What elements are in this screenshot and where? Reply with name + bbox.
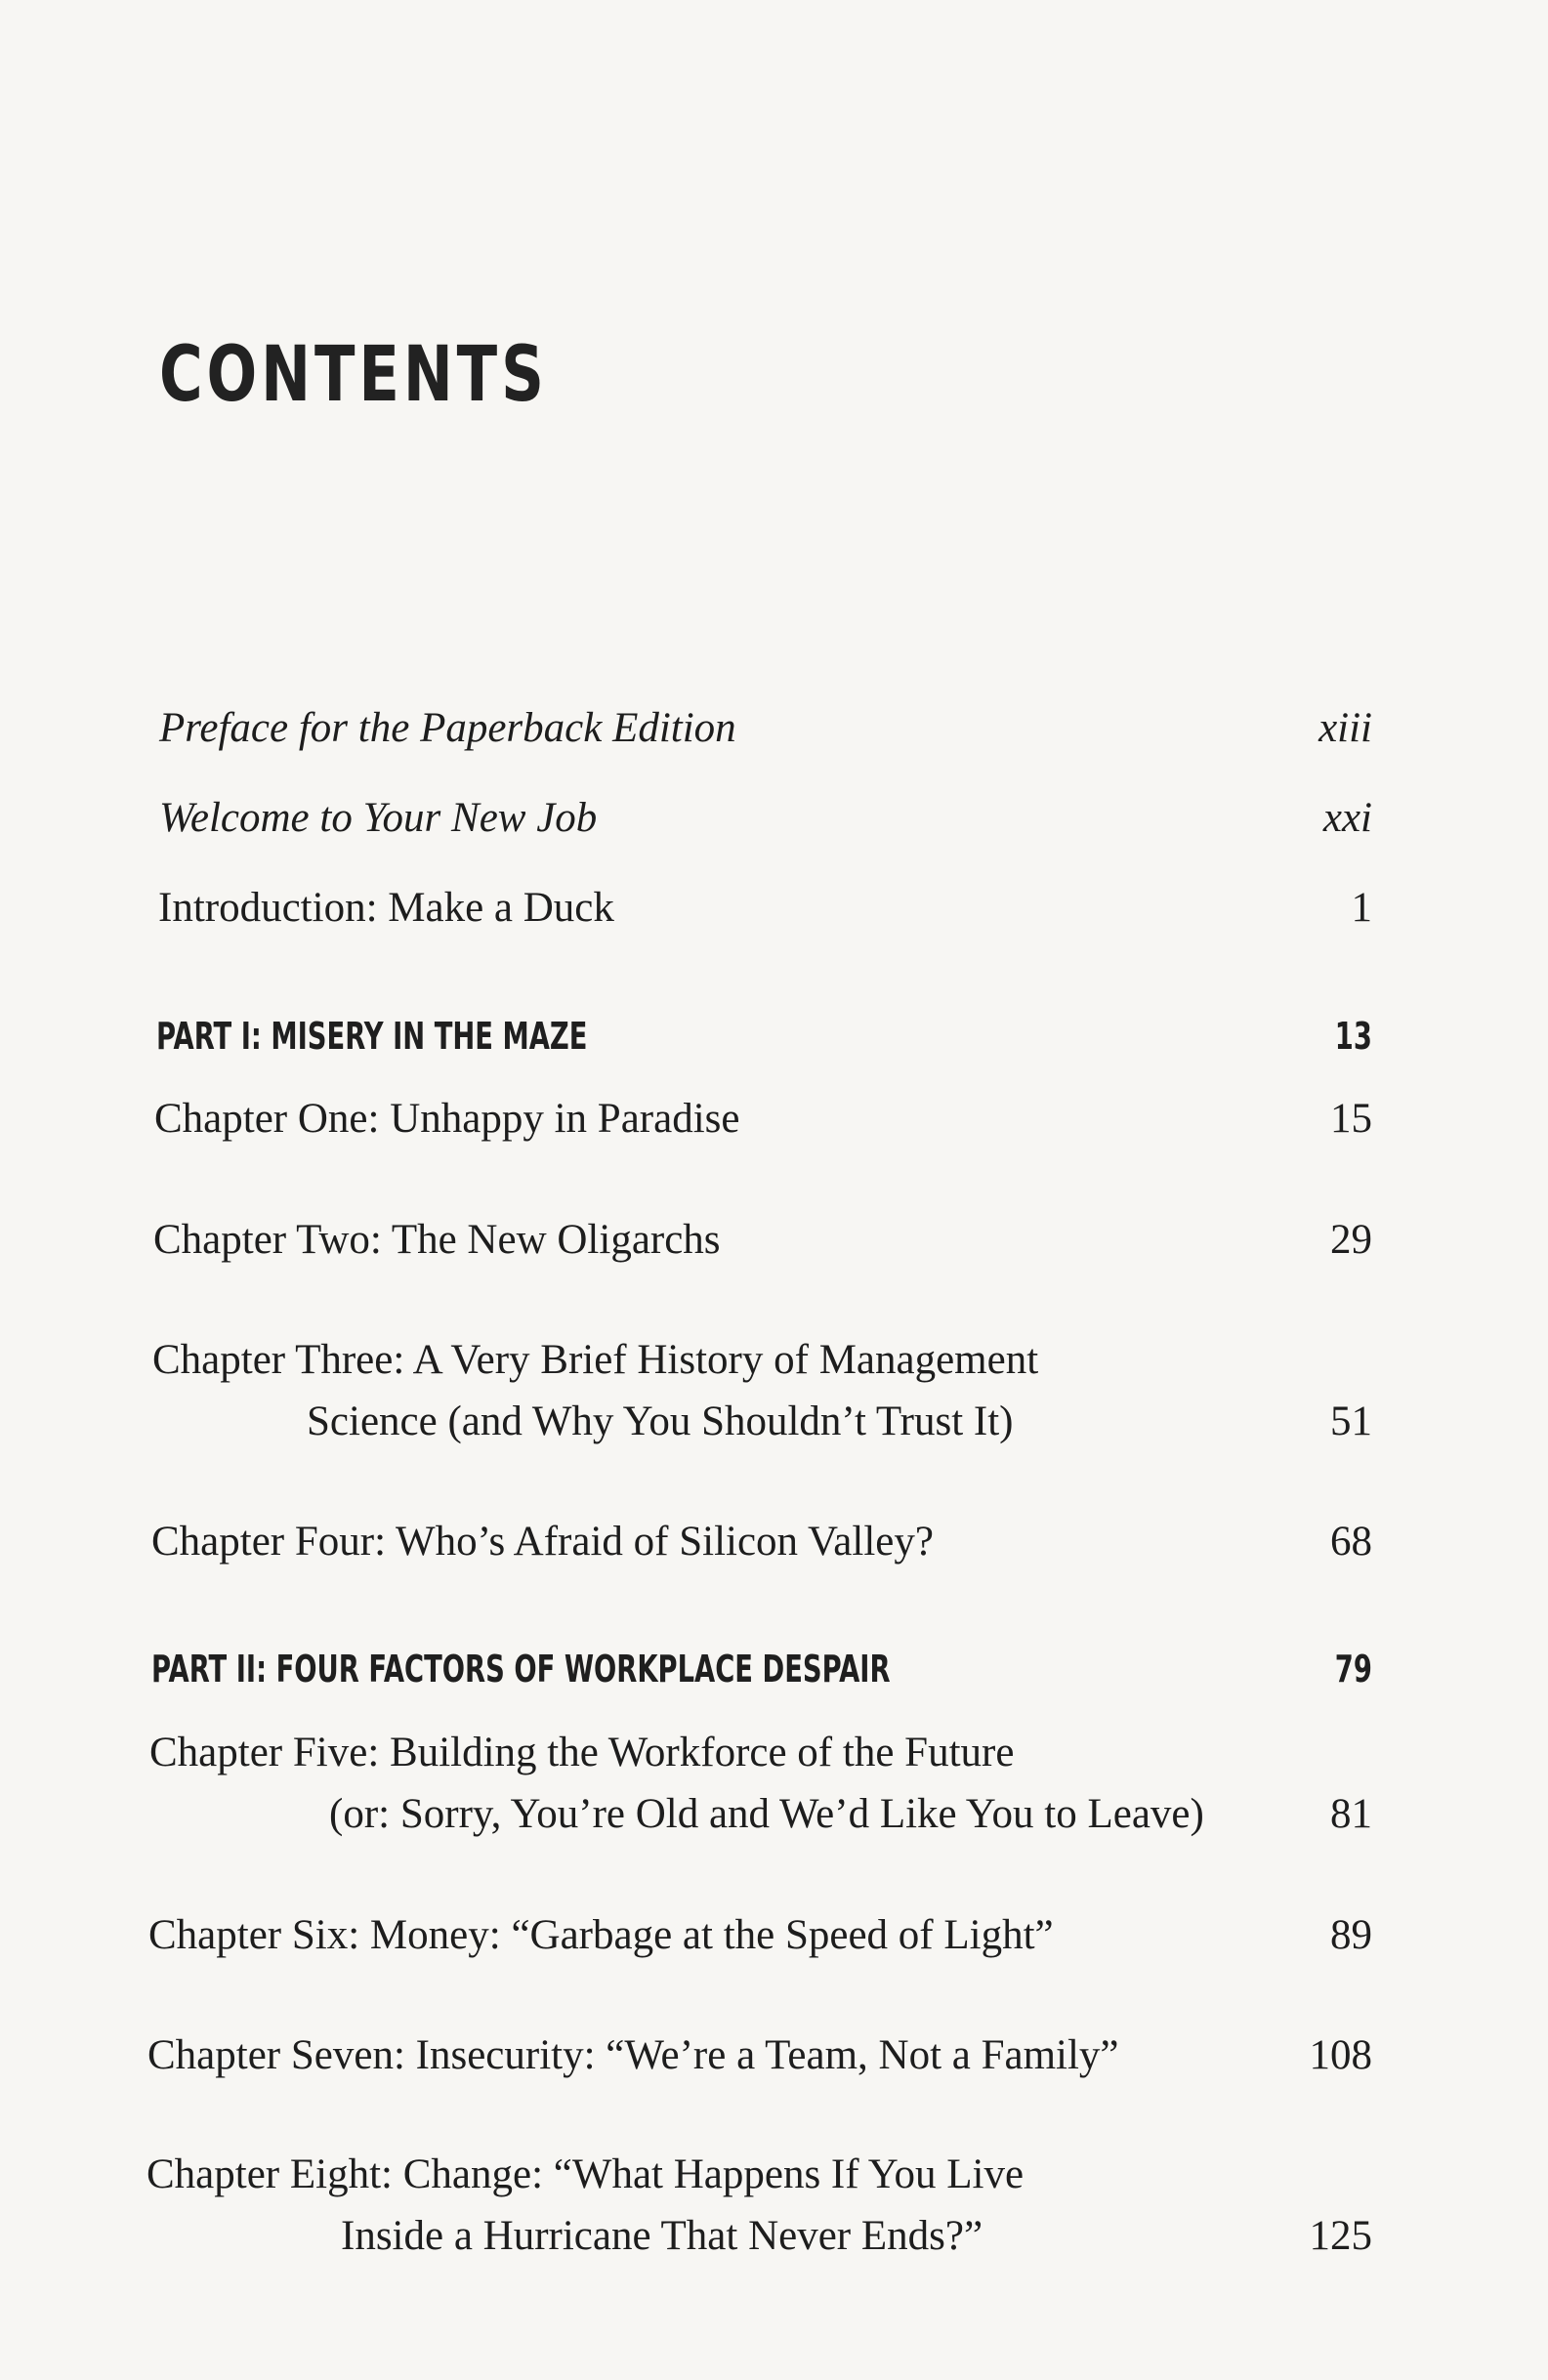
entry-page: 89 [1330,1912,1372,1958]
entry-title: Chapter Five: Building the Workforce of the Future [149,1730,1015,1775]
entry-page: 125 [1309,2213,1372,2259]
entry-page: 29 [1330,1217,1372,1263]
entry-page: 15 [1330,1096,1372,1142]
entry-page: 108 [1309,2032,1372,2078]
entry-title: Chapter Six: Money: “Garbage at the Speed of Light” [148,1912,1054,1958]
entry-page: 68 [1330,1519,1372,1565]
part-page: 79 [1334,1648,1372,1691]
entry-page: 51 [1330,1399,1372,1444]
contents-heading: CONTENTS [159,331,548,419]
entry-title: Welcome to Your New Job [159,795,598,841]
entry-title: Chapter Eight: Change: “What Happens If You Live [146,2151,1025,2197]
entry-title-continued: Science (and Why You Shouldn’t Trust It) [307,1399,1014,1444]
entry-page: 81 [1330,1791,1372,1837]
entry-title: Preface for the Paperback Edition [159,705,736,751]
toc-entry-chapter-three [0,1329,1548,1452]
entry-title: Chapter Two: The New Oligarchs [153,1217,721,1263]
entry-title: Chapter Three: A Very Brief History of Management [152,1337,1039,1383]
part-title: PART I: MISERY IN THE MAZE [156,1015,588,1058]
entry-title-continued: Inside a Hurricane That Never Ends?” [341,2213,983,2259]
entry-title: Chapter Four: Who’s Afraid of Silicon Valley? [151,1519,934,1565]
part-title: PART II: FOUR FACTORS OF WORKPLACE DESPAIR [151,1648,891,1691]
entry-title-continued: (or: Sorry, You’re Old and We’d Like You to Leave) [329,1791,1204,1837]
toc-entry-chapter-five [0,1722,1548,1845]
part-page: 13 [1334,1015,1372,1058]
entry-title: Chapter One: Unhappy in Paradise [154,1096,740,1142]
entry-title: Introduction: Make a Duck [158,885,614,931]
entry-page: xiii [1318,705,1372,751]
toc-entry-chapter-eight [0,2144,1548,2267]
entry-page: xxi [1322,795,1372,841]
entry-page: 1 [1351,885,1372,931]
entry-title: Chapter Seven: Insecurity: “We’re a Team, Not a Family” [147,2032,1119,2078]
